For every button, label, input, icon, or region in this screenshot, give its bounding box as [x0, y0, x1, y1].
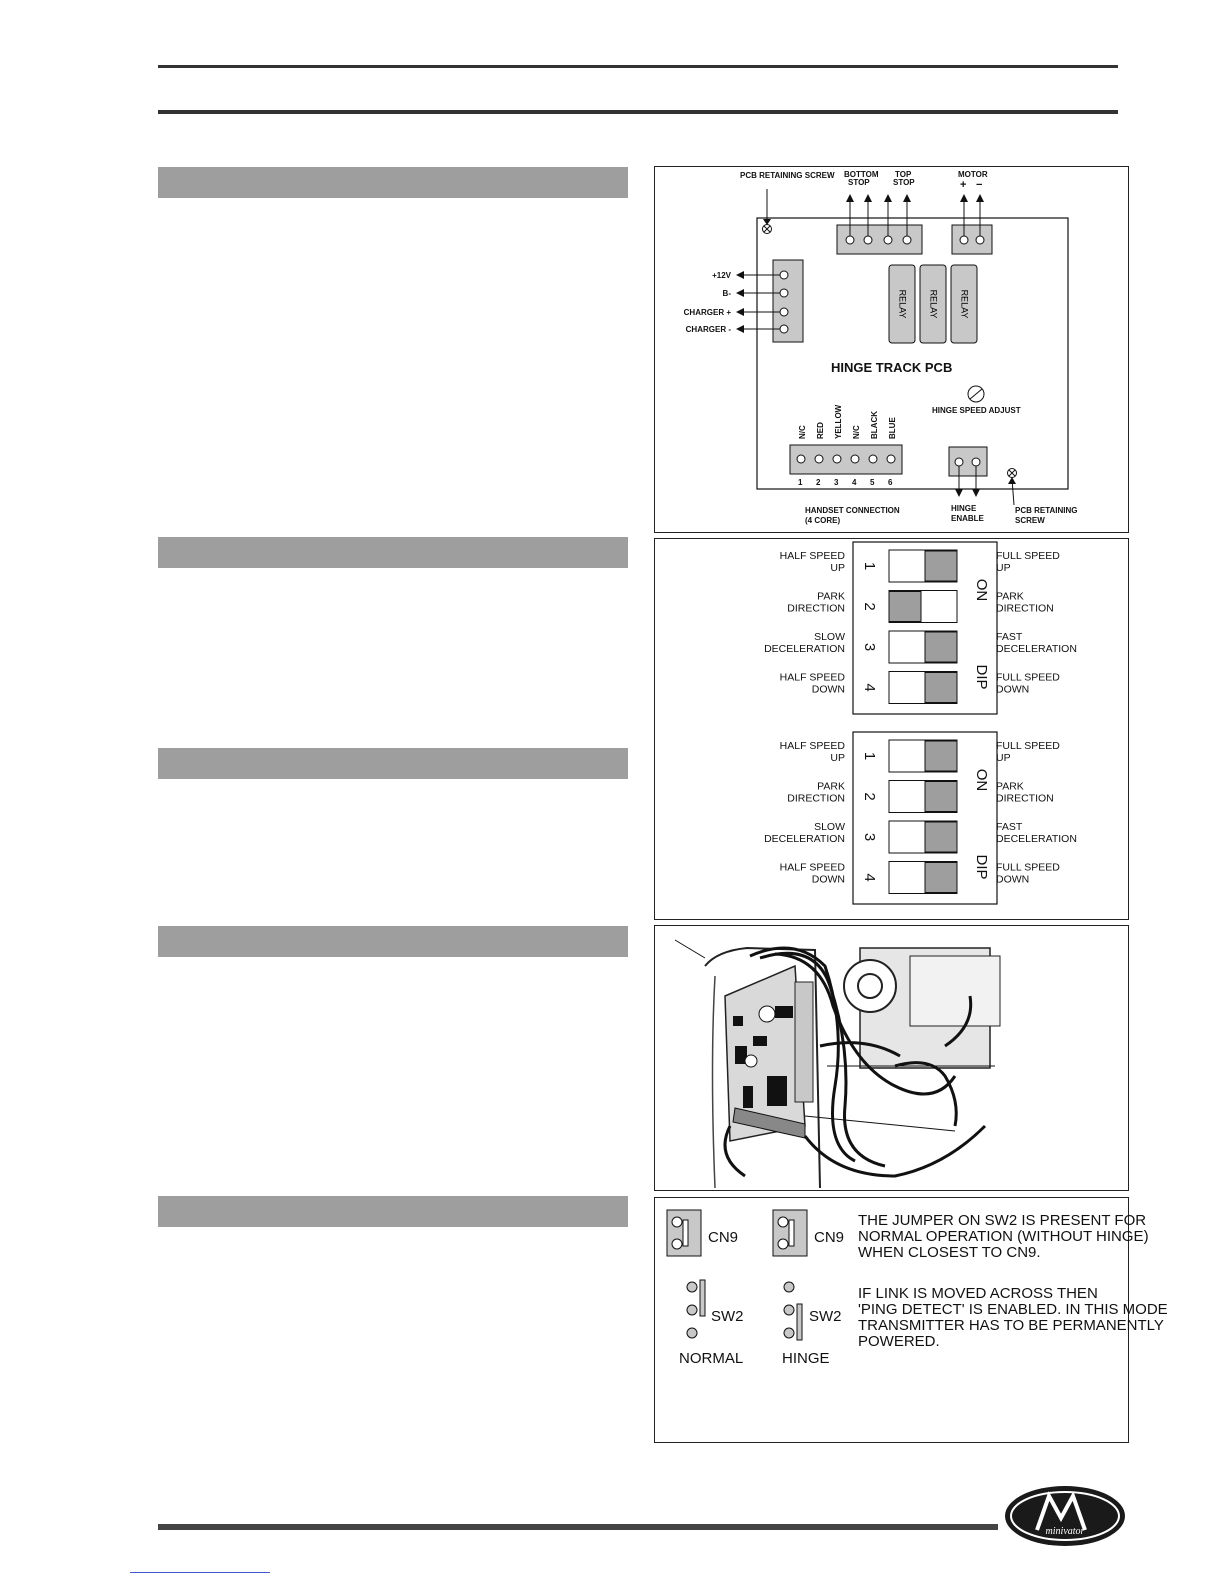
dip-left-label: HALF SPEED: [779, 671, 845, 684]
dip-switch-knob: [889, 592, 921, 622]
note-ping-detect: [858, 1285, 1168, 1350]
dip-right-label: DIRECTION: [996, 792, 1054, 805]
svg-text:POWERED.: POWERED.: [858, 1333, 940, 1350]
dip-switch-diagram: [655, 539, 1128, 919]
dip-right-label: FULL SPEED: [996, 671, 1060, 684]
svg-text:NORMAL OPERATION (WITHOUT HING: NORMAL OPERATION (WITHOUT HINGE): [858, 1228, 1149, 1245]
dip-right-label: PARK: [996, 590, 1024, 603]
pcb-retaining-screw-bottom-label: PCB RETAINING: [1015, 506, 1078, 515]
dip-switch-number: 4: [861, 683, 879, 692]
pcb-diagram-panel: [654, 166, 1129, 533]
dip-left-label: DOWN: [811, 683, 845, 696]
dip-left-label: UP: [830, 562, 845, 574]
hinge-label: HINGE: [782, 1350, 830, 1367]
relay-3: [951, 265, 977, 343]
svg-text:2: 2: [816, 478, 821, 487]
dip-left-label: HALF SPEED: [779, 740, 845, 752]
dip-right-label: DECELERATION: [996, 643, 1077, 655]
dip-switch-knob: [925, 632, 957, 662]
dip-right-label: FAST: [996, 631, 1023, 643]
pcb-retaining-screw-top-label: PCB RETAINING SCREW: [740, 171, 835, 180]
dip-right-label: UP: [996, 752, 1011, 764]
dip-switch-knob: [925, 551, 957, 581]
svg-text:RED: RED: [816, 422, 825, 439]
dip-left-label: PARK: [817, 590, 845, 603]
dip-switch-number: 2: [861, 792, 879, 801]
dip-left-label: SLOW: [814, 821, 845, 833]
note-normal-operation: [858, 1212, 1149, 1261]
svg-text:RELAY: RELAY: [959, 289, 970, 319]
dip-on-label: ON: [973, 768, 990, 792]
cn9-label-hinge: CN9: [814, 1229, 845, 1246]
dip-left-label: UP: [830, 752, 845, 764]
pcb-title: HINGE TRACK PCB: [831, 360, 953, 375]
wiring-photo: [655, 926, 1128, 1190]
section-bar-1: [158, 167, 628, 198]
handset-connection-label: HANDSET CONNECTION: [805, 506, 900, 515]
svg-text:5: 5: [870, 478, 875, 487]
motor-minus-label: −: [976, 179, 983, 191]
top-stop-label: TOP: [895, 170, 912, 179]
hinge-enable-label-2: ENABLE: [951, 514, 984, 523]
dip-switch-number: 1: [861, 751, 879, 761]
potentiometer-icon: [968, 386, 984, 402]
dip-right-label: DOWN: [996, 683, 1030, 696]
dip-right-label: FULL SPEED: [996, 861, 1060, 874]
normal-label: NORMAL: [679, 1350, 744, 1367]
dip-switch-number: 2: [861, 602, 879, 611]
retaining-screw-icon: [763, 225, 772, 234]
hinge-speed-adjust-label: HINGE SPEED ADJUST: [932, 406, 1021, 415]
dip-right-label: DOWN: [996, 873, 1030, 886]
svg-text:4: 4: [852, 478, 857, 487]
jumper-diagram: [655, 1198, 1168, 1442]
dip-switch-number: 3: [861, 642, 879, 652]
dip-left-label: SLOW: [814, 631, 845, 643]
dip-label: DIP: [973, 854, 990, 880]
top-stop-label-2: STOP: [893, 178, 915, 187]
dip-left-label: DECELERATION: [764, 643, 845, 655]
dip-label: DIP: [973, 664, 990, 690]
cn9-label-normal: CN9: [708, 1229, 739, 1246]
dip-right-label: FULL SPEED: [996, 740, 1060, 752]
dip-left-label: DOWN: [811, 873, 845, 886]
wiring-photo-panel: [654, 925, 1129, 1191]
relay-2: [920, 265, 946, 343]
hinge-enable-label: HINGE: [951, 504, 977, 513]
section-bar-3: [158, 748, 628, 779]
dip-left-label: HALF SPEED: [779, 550, 845, 562]
dip-left-label: DIRECTION: [787, 602, 845, 615]
dip-right-label: DECELERATION: [996, 833, 1077, 845]
sw2-label-hinge: SW2: [809, 1308, 842, 1325]
dip-right-label: DIRECTION: [996, 602, 1054, 615]
footer-rule: [158, 1524, 998, 1530]
svg-text:3: 3: [834, 478, 839, 487]
dip-left-label: DIRECTION: [787, 792, 845, 805]
dip-switch-number: 3: [861, 832, 879, 842]
dip-switch-knob: [925, 863, 957, 893]
svg-text:BLUE: BLUE: [888, 417, 897, 439]
dip-switch-block-1: [764, 542, 1077, 714]
dip-switch-panel: [654, 538, 1129, 920]
bottom-stop-label: BOTTOM: [844, 170, 879, 179]
header-rule-bottom: [158, 110, 1118, 114]
svg-text:IF LINK IS MOVED ACROSS THEN: IF LINK IS MOVED ACROSS THEN: [858, 1285, 1098, 1302]
bottom-stop-label-2: STOP: [848, 178, 870, 187]
svg-text:WHEN CLOSEST TO CN9.: WHEN CLOSEST TO CN9.: [858, 1244, 1041, 1261]
footer-link-underline: [130, 1572, 270, 1573]
svg-text:BLACK: BLACK: [870, 411, 879, 439]
svg-text:1: 1: [798, 478, 803, 487]
terminal-label-12v: +12V: [712, 271, 731, 280]
svg-text:RELAY: RELAY: [897, 289, 908, 319]
minivator-logo: [1003, 1484, 1127, 1548]
terminal-label-b: B-: [722, 289, 731, 298]
sw2-label-normal: SW2: [711, 1308, 744, 1325]
svg-text:YELLOW: YELLOW: [834, 404, 843, 439]
dip-right-label: FAST: [996, 821, 1023, 833]
section-bar-2: [158, 537, 628, 568]
dip-switch-knob: [925, 782, 957, 812]
svg-text:N/C: N/C: [852, 425, 861, 439]
header-rule-top: [158, 65, 1118, 68]
dip-right-label: UP: [996, 562, 1011, 574]
svg-text:RELAY: RELAY: [928, 289, 939, 319]
handset-wire-labels: [798, 404, 897, 439]
motor-label: MOTOR: [958, 170, 988, 179]
handset-connection-label-2: (4 CORE): [805, 516, 841, 525]
terminal-label-charger-plus: CHARGER +: [683, 308, 731, 317]
dip-switch-knob: [925, 741, 957, 771]
svg-text:6: 6: [888, 478, 893, 487]
dip-left-label: HALF SPEED: [779, 861, 845, 874]
pcb-retaining-screw-bottom-label-2: SCREW: [1015, 516, 1045, 525]
svg-text:THE JUMPER ON SW2 IS PRESENT F: THE JUMPER ON SW2 IS PRESENT FOR: [858, 1212, 1147, 1229]
dip-on-label: ON: [973, 578, 990, 602]
svg-text:TRANSMITTER HAS TO BE PERMANEN: TRANSMITTER HAS TO BE PERMANENTLY: [858, 1317, 1164, 1334]
jumper-panel: [654, 1197, 1168, 1443]
logo-text: minivator: [1045, 1526, 1085, 1537]
relay-1: [889, 265, 915, 343]
handset-pin-numbers: [798, 478, 893, 487]
section-bar-5: [158, 1196, 628, 1227]
dip-switch-number: 4: [861, 873, 879, 882]
terminal-label-charger-minus: CHARGER -: [685, 325, 731, 334]
dip-switch-knob: [925, 673, 957, 703]
retaining-screw-icon: [1008, 469, 1017, 478]
dip-switch-knob: [925, 822, 957, 852]
dip-switch-number: 1: [861, 561, 879, 571]
svg-text:'PING DETECT' IS ENABLED. IN T: 'PING DETECT' IS ENABLED. IN THIS MODE: [858, 1301, 1168, 1318]
dip-right-label: PARK: [996, 780, 1024, 793]
motor-plus-label: +: [960, 179, 967, 191]
section-bar-4: [158, 926, 628, 957]
dip-left-label: PARK: [817, 780, 845, 793]
dip-right-label: FULL SPEED: [996, 550, 1060, 562]
dip-left-label: DECELERATION: [764, 833, 845, 845]
dip-switch-block-2: [764, 732, 1077, 904]
svg-text:N/C: N/C: [798, 425, 807, 439]
